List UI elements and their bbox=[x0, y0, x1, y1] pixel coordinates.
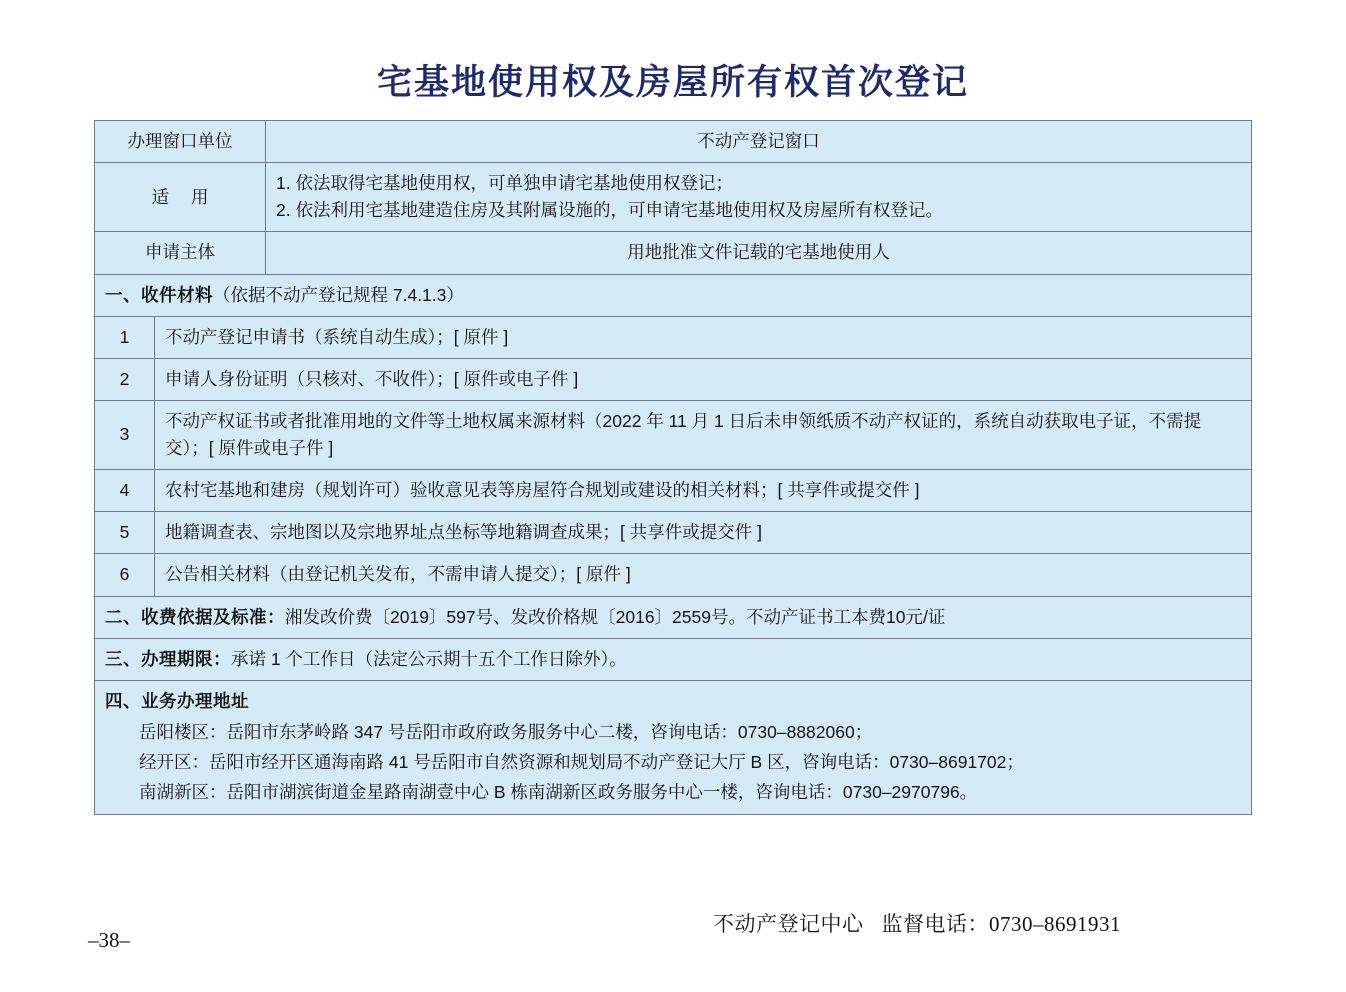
applicability-label-part2: 用 bbox=[191, 186, 209, 207]
material-text: 不动产登记申请书（系统自动生成）；[ 原件 ] bbox=[155, 316, 1252, 358]
material-text: 公告相关材料（由登记机关发布，不需申请人提交）；[ 原件 ] bbox=[155, 554, 1252, 596]
table-row-applicability bbox=[95, 163, 1252, 232]
material-number: 4 bbox=[95, 470, 155, 512]
section-one-heading-rest: （依据不动产登记规程 7.4.1.3） bbox=[213, 284, 464, 305]
table-row-applicant-subject bbox=[95, 232, 1252, 274]
section-four-heading: 四、业务办理地址 bbox=[105, 690, 249, 711]
section-three bbox=[95, 638, 1252, 680]
section-two-text: 湘发改价费〔2019〕597号、发改价格规〔2016〕2559号。不动产证书工本费10元/证 bbox=[285, 606, 946, 627]
material-number: 2 bbox=[95, 358, 155, 400]
window-unit-label: 办理窗口单位 bbox=[95, 121, 266, 163]
registration-form-table bbox=[94, 120, 1252, 815]
address-line-nanhuxinqu: 南湖新区：岳阳市湖滨街道金星路南湖壹中心 B 栋南湖新区政务服务中心一楼，咨询电话：0730–2970796。 bbox=[139, 782, 978, 803]
applicability-line-1: 1. 依法取得宅基地使用权，可单独申请宅基地使用权登记； bbox=[276, 173, 733, 194]
footer-note bbox=[713, 908, 1121, 938]
table-row bbox=[95, 470, 1252, 512]
material-text: 申请人身份证明（只核对、不收件）；[ 原件或电子件 ] bbox=[155, 358, 1252, 400]
applicability-label-part1: 适 bbox=[151, 186, 169, 207]
page-title: 宅基地使用权及房屋所有权首次登记 bbox=[376, 63, 969, 102]
table-row bbox=[95, 400, 1252, 469]
page-number: –38– bbox=[88, 928, 130, 952]
material-text: 农村宅基地和建房（规划许可）验收意见表等房屋符合规划或建设的相关材料；[ 共享件或提交件 ] bbox=[155, 470, 1252, 512]
section-four bbox=[95, 680, 1252, 814]
material-number: 3 bbox=[95, 400, 155, 469]
section-three-heading: 三、办理期限： bbox=[105, 648, 231, 669]
table-row-window-unit bbox=[95, 121, 1252, 163]
section-two bbox=[95, 596, 1252, 638]
table-row bbox=[95, 554, 1252, 596]
footer-organization: 不动产登记中心 bbox=[713, 912, 864, 936]
table-row-section-three bbox=[95, 638, 1252, 680]
material-text: 地籍调查表、宗地图以及宗地界址点坐标等地籍调查成果；[ 共享件或提交件 ] bbox=[155, 512, 1252, 554]
applicability-line-2: 2. 依法利用宅基地建造住房及其附属设施的，可申请宅基地使用权及房屋所有权登记。 bbox=[276, 200, 943, 221]
address-line-yueyanglou: 岳阳楼区：岳阳市东茅岭路 347 号岳阳市政府政务服务中心二楼，咨询电话：0730–8882060； bbox=[139, 721, 873, 742]
table-row-section-one-heading bbox=[95, 274, 1252, 316]
window-unit-value: 不动产登记窗口 bbox=[266, 121, 1252, 163]
material-number: 6 bbox=[95, 554, 155, 596]
table-row-section-two bbox=[95, 596, 1252, 638]
material-number: 1 bbox=[95, 316, 155, 358]
table-row bbox=[95, 316, 1252, 358]
table-row-section-four bbox=[95, 680, 1252, 814]
table-row bbox=[95, 512, 1252, 554]
applicability-value bbox=[266, 163, 1252, 232]
material-number: 5 bbox=[95, 512, 155, 554]
section-one-heading bbox=[95, 274, 1252, 316]
material-text: 不动产权证书或者批准用地的文件等土地权属来源材料（2022 年 11 月 1 日后未申领纸质不动产权证的，系统自动获取电子证，不需提交）；[ 原件或电子件 ] bbox=[155, 400, 1252, 469]
table-row bbox=[95, 358, 1252, 400]
applicability-label bbox=[95, 163, 266, 232]
applicant-subject-label: 申请主体 bbox=[95, 232, 266, 274]
section-one-heading-bold: 一、收件材料 bbox=[105, 284, 213, 305]
applicant-subject-value: 用地批准文件记载的宅基地使用人 bbox=[266, 232, 1252, 274]
section-three-text: 承诺 1 个工作日（法定公示期十五个工作日除外）。 bbox=[231, 648, 627, 669]
footer-supervision-phone: 监督电话：0730–8691931 bbox=[881, 912, 1121, 936]
address-line-jingkaiqu: 经开区：岳阳市经开区通海南路 41 号岳阳市自然资源和规划局不动产登记大厅 B 区，咨询电话：0730–8691702； bbox=[139, 751, 1024, 772]
section-two-heading: 二、收费依据及标准： bbox=[105, 606, 285, 627]
